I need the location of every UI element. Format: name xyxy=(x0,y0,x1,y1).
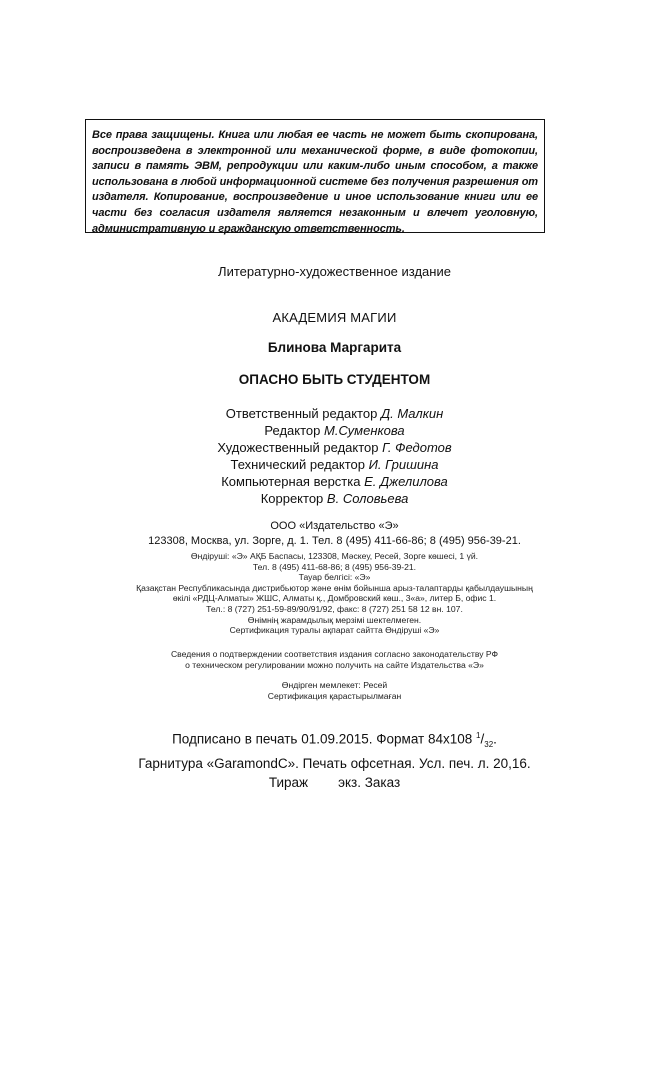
imprint-signed: Подписано в печать 01.09.2015. Формат 84x108 xyxy=(172,731,473,747)
kz-producer-block xyxy=(0,551,669,636)
kz-line: Тауар белгісі: «Э» xyxy=(298,572,371,583)
credits-list xyxy=(0,405,669,507)
author-name: Блинова Маргарита xyxy=(267,340,402,355)
series-name: АКАДЕМИЯ МАГИИ xyxy=(272,310,397,325)
credit-person: В. Соловьева xyxy=(326,491,409,506)
credit-role: Технический редактор xyxy=(230,457,365,472)
rights-notice-text: Все права защищены. Книга или любая ее часть не может быть скопирована, воспроизведена в электронной или механической форме, в виде фотокопии, записи в память ЭВМ, репродукции или каким-либо иным способом, а также использована в любой информационной системе без получения разрешения от издателя. Копирование, воспроизведение и иное использование книги или ее части без согласия издателя является незаконным и влечет уголовную, административную и гражданскую ответственность. xyxy=(92,129,538,235)
certification-info xyxy=(0,649,669,670)
kz-line: Қазақстан Республикасында дистрибьютор және өнім бойынша арыз-талаптарды қабылдаушының xyxy=(136,582,533,593)
circulation-label: Тираж xyxy=(268,775,309,791)
kz-line: Тел.: 8 (727) 251-59-89/90/91/92, факс: 8 (727) 251 58 12 вн. 107. xyxy=(206,603,463,614)
format-numerator: 1 xyxy=(476,731,481,740)
imprint-signed-line: Подписано в печать 01.09.2015. Формат 84x108 $^1/_{32}$. xyxy=(172,731,497,750)
publisher-address: 123308, Москва, ул. Зорге, д. 1. Тел. 8 (495) 411-66-86; 8 (495) 956-39-21. xyxy=(148,535,521,547)
origin-line: Өндірген мемлекет: Ресей xyxy=(281,680,388,690)
rights-notice-box xyxy=(85,119,545,233)
imprint-circulation-line xyxy=(0,773,669,792)
certification-line: Сведения о подтверждении соответствия издания согласно законодательству РФ xyxy=(170,649,499,659)
format-denominator: 32 xyxy=(484,740,494,750)
certification-line: о техническом регулировании можно получить на сайте Издательства «Э» xyxy=(185,659,484,670)
kz-line: Өндіруші: «Э» АҚБ Баспасы, 123308, Мәскеу, Ресей, Зорге көшесі, 1 үй. xyxy=(190,551,479,561)
credit-line xyxy=(0,456,669,473)
imprint-block xyxy=(0,726,669,792)
kz-line: Тел. 8 (495) 411-68-86; 8 (495) 956-39-21. xyxy=(252,561,417,572)
credit-line xyxy=(0,405,669,422)
credit-person: М.Суменкова xyxy=(324,423,405,438)
credit-role: Ответственный редактор xyxy=(225,406,378,421)
kz-line: Өнімнің жарамдылық мерзімі шектелмеген. xyxy=(247,614,422,625)
origin-info xyxy=(0,680,669,701)
book-title: ОПАСНО БЫТЬ СТУДЕНТОМ xyxy=(238,372,431,387)
circulation-rest: экз. Заказ xyxy=(338,775,401,791)
credit-role: Корректор xyxy=(260,491,324,506)
credit-role: Художественный редактор xyxy=(217,440,379,455)
publisher-name: ООО «Издательство «Э» xyxy=(270,520,399,532)
edition-type: Литературно-художественное издание xyxy=(218,264,451,279)
credit-role: Компьютерная верстка xyxy=(221,474,361,489)
credit-line xyxy=(0,422,669,439)
credit-person: Е. Джелилова xyxy=(364,474,448,489)
kz-line: өкілі «РДЦ-Алматы» ЖШС, Алматы қ., Домбровский көш., 3«а», литер Б, офис 1. xyxy=(172,593,497,604)
credit-line xyxy=(0,473,669,490)
credit-line xyxy=(0,439,669,456)
kz-line: Сертификация туралы ақпарат сайтта Өндіруші «Э» xyxy=(229,625,440,636)
credit-person: Д. Малкин xyxy=(380,406,444,421)
credit-line xyxy=(0,490,669,507)
origin-line: Сертификация қарастырылмаған xyxy=(267,690,402,701)
imprint-typeface-line: Гарнитура «GaramondC». Печать офсетная. Усл. печ. л. 20,16. xyxy=(138,756,531,772)
format-end: . xyxy=(493,731,497,747)
credit-role: Редактор xyxy=(264,423,321,438)
credit-person: Г. Федотов xyxy=(382,440,452,455)
credit-person: И. Гришина xyxy=(368,457,439,472)
